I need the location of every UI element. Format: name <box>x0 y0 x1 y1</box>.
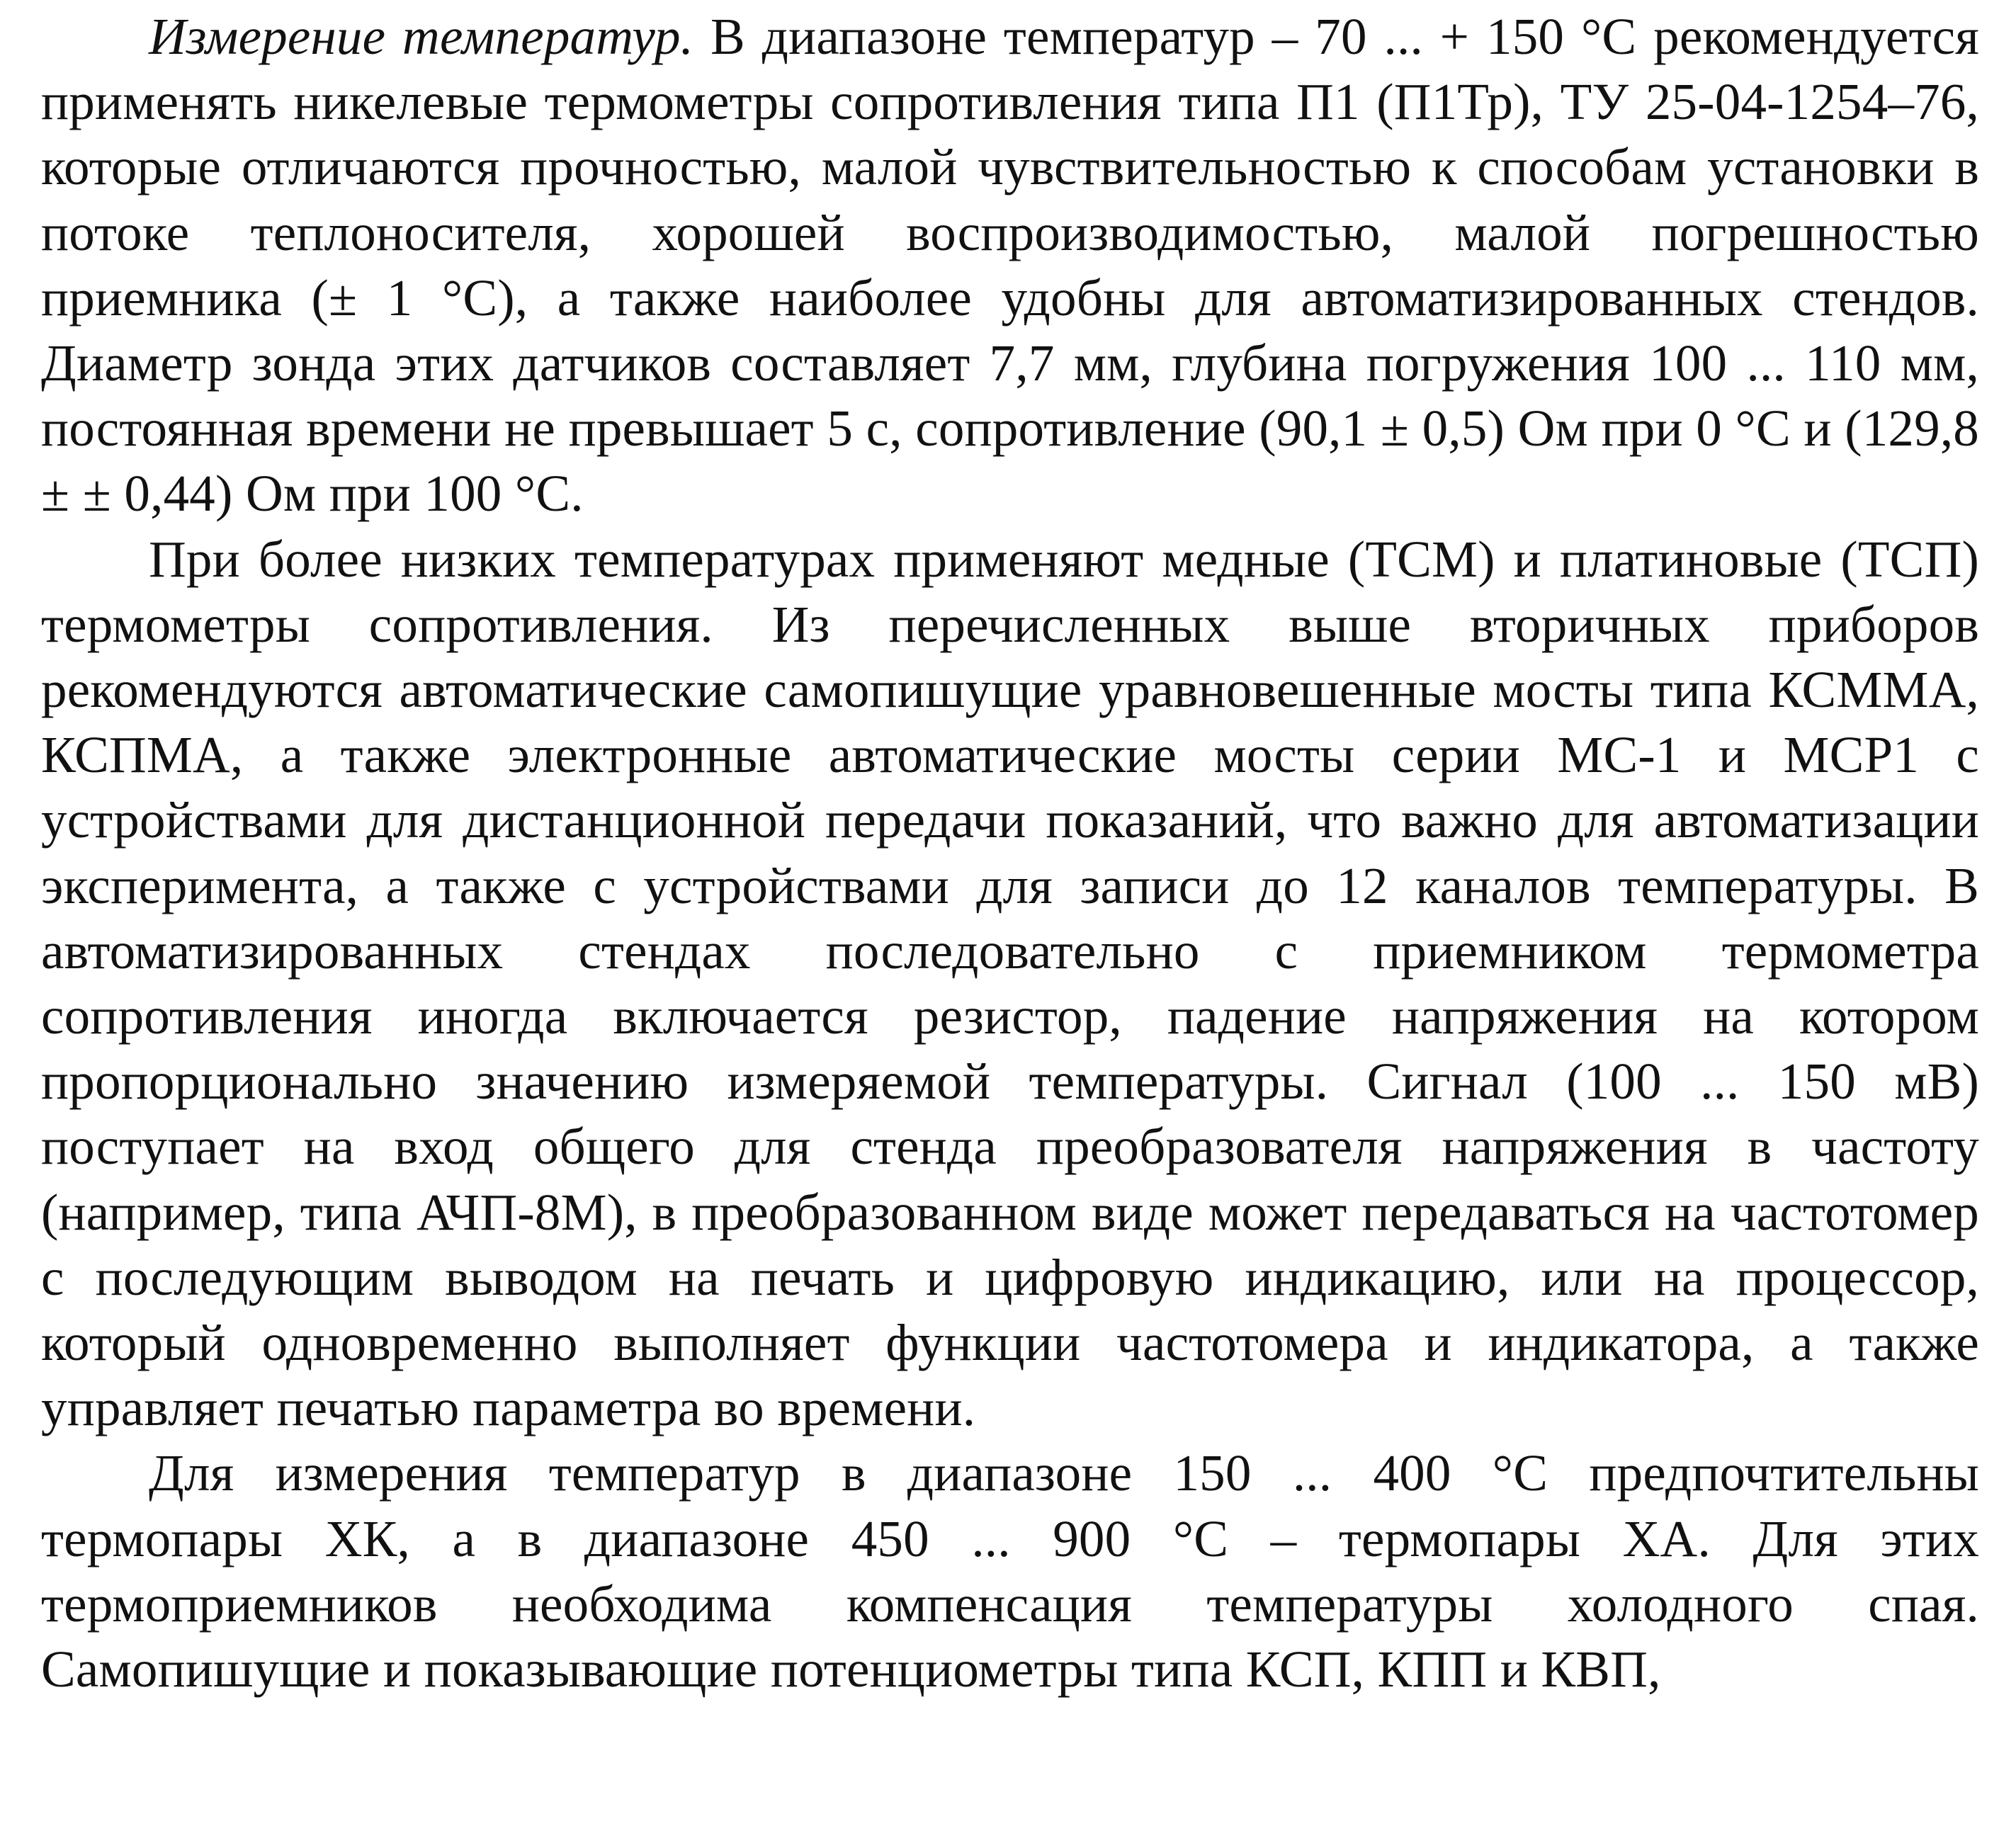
section-lead-in: Измерение температур. <box>149 8 694 65</box>
paragraph-3-text: Для измерения температур в диапазоне 150 ... 400 °С предпочтительны термопары ХК, а в диапазоне 450 ... 900 °С – термопары ХА. Для этих термоприемников необходима компенсация температуры холодного спая. Самопишущие и показывающие потенциометры типа КСП, КПП и КВП, <box>41 1444 1979 1699</box>
paragraph-1-text: В диапазоне температур – 70 ... + 150 °С рекомендуется применять никелевые термометры сопротивления типа П1 (П1Тр), ТУ 25-04-1254–76, которые отличаются прочностью, малой чувствительностью к способам установки в потоке теплоносителя, хорошей воспроизводимостью, малой погрешностью приемника (± 1 °С), а также наиболее удобны для автоматизированных стендов. Диаметр зонда этих датчиков составляет 7,7 мм, глубина погружения 100 ... 110 мм, постоянная времени не превышает 5 с, сопротивление (90,1 ± 0,5) Ом при 0 °С и (129,8 ± ± 0,44) Ом при 100 °С. <box>41 8 1979 523</box>
document-page <box>41 4 1979 1822</box>
paragraph-2-text: При более низких температурах применяют медные (ТСМ) и платиновые (ТСП) термометры сопротивления. Из перечисленных выше вторичных приборов рекомендуются автоматические самопишущие уравновешенные мосты типа КСММА, КСПМА, а также электронные автоматические мосты серии МС-1 и МСР1 с устройствами для дистанционной передачи показаний, что важно для автоматизации эксперимента, а также с устройствами для записи до 12 каналов температуры. В автоматизированных стендах последовательно с приемником термометра сопротивления иногда включается резистор, падение напряжения на котором пропорционально значению измеряемой температуры. Сигнал (100 ... 150 мВ) поступает на вход общего для стенда преобразователя напряжения в частоту (например, типа АЧП-8М), в преобразованном виде может передаваться на частотомер с последующим выводом на печать и цифровую индикацию, или на процессор, который одновременно выполняет функции частотомера и индикатора, а также управляет печатью параметра во времени. <box>41 530 1979 1437</box>
paragraph-1 <box>41 4 1979 527</box>
paragraph-3 <box>41 1441 1979 1702</box>
paragraph-2 <box>41 527 1979 1441</box>
